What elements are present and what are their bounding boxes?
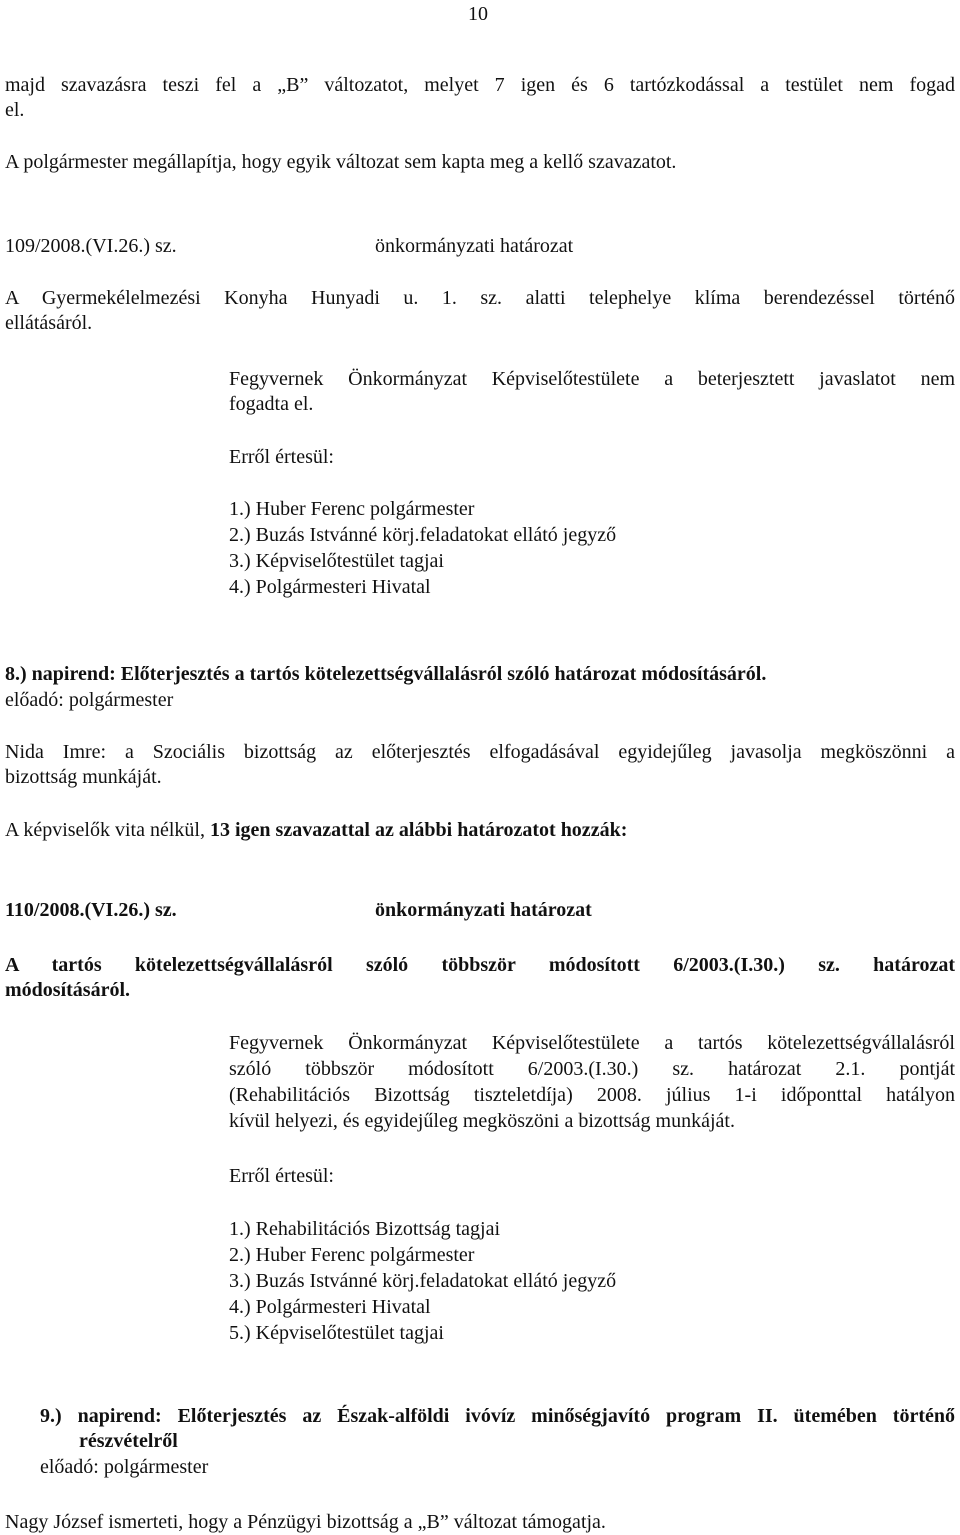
resolution-110-recipient: 5.) Képviselőtestület tagjai bbox=[229, 1322, 444, 1344]
resolution-110-recipient: 3.) Buzás Istvánné körj.feladatokat ellátó jegyző bbox=[229, 1270, 617, 1292]
resolution-110-recipient: 1.) Rehabilitációs Bizottság tagjai bbox=[229, 1218, 501, 1240]
agenda-8-nida-line-1: Nida Imre: a Szociális bizottság az előterjesztés elfogadásával egyidejűleg javasolja megköszönni a bbox=[5, 741, 955, 763]
agenda-9-nagy-line: Nagy József ismerteti, hogy a Pénzügyi bizottság a „B” változat támogatja. bbox=[5, 1511, 606, 1533]
agenda-8-vote-bold: 13 igen szavazattal az alábbi határozatot hozzák: bbox=[209, 819, 628, 841]
intro-line-2: el. bbox=[5, 99, 25, 121]
resolution-110-body-line: szóló többször módosított 6/2003.(I.30.) sz. határozat 2.1. pontját bbox=[229, 1058, 955, 1080]
intro-line-3: A polgármester megállapítja, hogy egyik változat sem kapta meg a kellő szavazatot. bbox=[5, 151, 677, 173]
resolution-109-notify-label: Erről értesül: bbox=[229, 446, 334, 468]
resolution-109-recipient: 3.) Képviselőtestület tagjai bbox=[229, 550, 444, 572]
resolution-109-title-line-1: A Gyermekélelmezési Konyha Hunyadi u. 1. sz. alatti telephelye klíma berendezéssel történő bbox=[5, 287, 955, 309]
intro-line-1: majd szavazásra teszi fel a „B” változatot, melyet 7 igen és 6 tartózkodással a testület nem fogad bbox=[5, 74, 955, 96]
resolution-110-notify-label: Erről értesül: bbox=[229, 1165, 334, 1187]
agenda-8-vote-line bbox=[5, 818, 627, 843]
resolution-110-body-line: Fegyvernek Önkormányzat Képviselőtestülete a tartós kötelezettségvállalásról bbox=[229, 1032, 955, 1054]
resolution-109-type: önkormányzati határozat bbox=[375, 235, 574, 257]
agenda-9-heading-line-2: részvételről bbox=[79, 1430, 178, 1452]
resolution-109-title-line-2: ellátásáról. bbox=[5, 312, 93, 334]
resolution-109-recipient: 2.) Buzás Istvánné körj.feladatokat ellátó jegyző bbox=[229, 524, 617, 546]
agenda-9-heading-line-1: 9.) napirend: Előterjesztés az Észak-alföldi ivóvíz minőségjavító program II. ütemében történő bbox=[40, 1405, 955, 1427]
agenda-8-heading: 8.) napirend: Előterjesztés a tartós kötelezettségvállalásról szóló határozat módosításáról. bbox=[5, 663, 767, 685]
resolution-110-recipient: 4.) Polgármesteri Hivatal bbox=[229, 1296, 431, 1318]
page-number: 10 bbox=[468, 3, 488, 25]
agenda-8-presenter: előadó: polgármester bbox=[5, 689, 174, 711]
agenda-9-presenter: előadó: polgármester bbox=[40, 1456, 209, 1478]
resolution-110-body-line: kívül helyezi, és egyidejűleg megköszöni a bizottság munkáját. bbox=[229, 1110, 735, 1132]
resolution-110-type: önkormányzati határozat bbox=[375, 899, 592, 921]
agenda-8-nida-line-2: bizottság munkáját. bbox=[5, 766, 162, 788]
resolution-109-recipient: 4.) Polgármesteri Hivatal bbox=[229, 576, 431, 598]
resolution-109-body-line-2: fogadta el. bbox=[229, 393, 314, 415]
resolution-109-body-line-1: Fegyvernek Önkormányzat Képviselőtestülete a beterjesztett javaslatot nem bbox=[229, 368, 955, 390]
resolution-110-title-line-2: módosításáról. bbox=[5, 979, 130, 1001]
agenda-8-vote-plain: A képviselők vita nélkül, bbox=[5, 819, 210, 841]
resolution-109-number: 109/2008.(VI.26.) sz. bbox=[5, 235, 177, 257]
resolution-110-title-line-1: A tartós kötelezettségvállalásról szóló többször módosított 6/2003.(I.30.) sz. határozat bbox=[5, 954, 955, 976]
resolution-110-body-line: (Rehabilitációs Bizottság tiszteletdíja) 2008. július 1-i időponttal hatályon bbox=[229, 1084, 955, 1106]
resolution-109-recipient: 1.) Huber Ferenc polgármester bbox=[229, 498, 475, 520]
resolution-110-number: 110/2008.(VI.26.) sz. bbox=[5, 899, 177, 921]
resolution-110-recipient: 2.) Huber Ferenc polgármester bbox=[229, 1244, 475, 1266]
